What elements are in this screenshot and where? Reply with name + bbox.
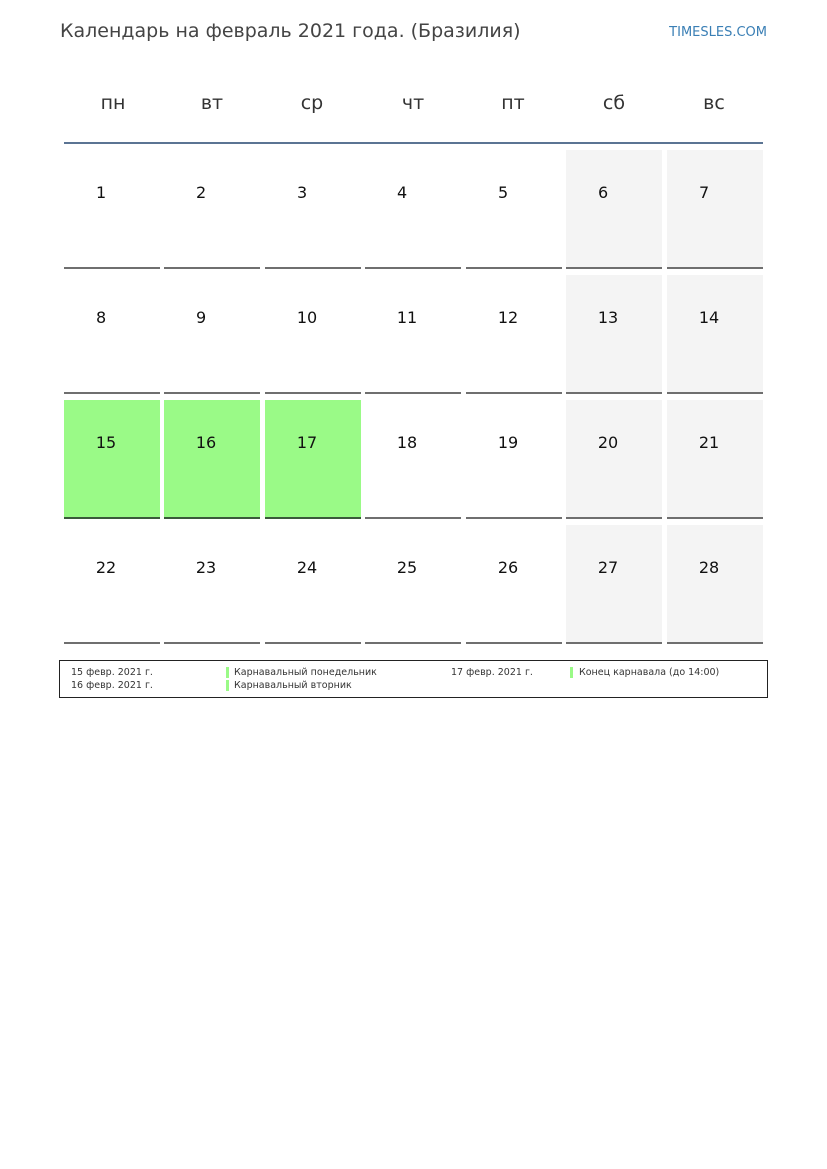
day-number: 22 <box>95 558 117 577</box>
day-cell-wed[interactable] <box>265 275 361 394</box>
day-number: 5 <box>498 183 509 202</box>
day-cell-fri[interactable] <box>466 150 562 269</box>
legend-color-swatch <box>226 667 229 678</box>
day-number: 18 <box>396 433 418 452</box>
page-title: Календарь на февраль 2021 года. (Бразилия) <box>60 20 521 42</box>
day-cell-mon[interactable] <box>64 525 160 644</box>
day-number: 11 <box>396 308 418 327</box>
legend-date: 16 февр. 2021 г. <box>71 680 153 691</box>
day-cell-sun[interactable] <box>667 150 763 269</box>
day-cell-mon[interactable] <box>64 150 160 269</box>
day-cell-sun[interactable] <box>667 400 763 519</box>
day-cell-tue[interactable] <box>164 525 260 644</box>
day-number: 4 <box>397 183 408 202</box>
day-cell-tue[interactable] <box>164 150 260 269</box>
day-number: 1 <box>96 183 107 202</box>
day-number: 14 <box>698 308 720 327</box>
weekday-tue: вт <box>200 92 224 114</box>
day-number: 10 <box>296 308 318 327</box>
day-number: 15 <box>95 433 117 452</box>
weekday-thu: чт <box>401 92 425 114</box>
day-number: 25 <box>396 558 418 577</box>
day-cell-thu[interactable] <box>365 150 461 269</box>
day-cell-sat[interactable] <box>566 400 662 519</box>
day-cell-thu[interactable] <box>365 400 461 519</box>
holiday-legend <box>59 660 768 698</box>
day-cell-wed[interactable] <box>265 150 361 269</box>
day-cell-fri[interactable] <box>466 400 562 519</box>
day-number: 12 <box>497 308 519 327</box>
day-cell-fri[interactable] <box>466 525 562 644</box>
day-number: 7 <box>699 183 710 202</box>
day-number: 6 <box>598 183 609 202</box>
day-cell-wed[interactable] <box>265 525 361 644</box>
legend-date: 17 февр. 2021 г. <box>451 667 533 678</box>
legend-date: 15 февр. 2021 г. <box>71 667 153 678</box>
legend-holiday-name: Карнавальный вторник <box>234 680 352 691</box>
day-number: 26 <box>497 558 519 577</box>
day-cell-thu[interactable] <box>365 525 461 644</box>
day-number: 16 <box>195 433 217 452</box>
day-number: 19 <box>497 433 519 452</box>
day-cell-mon[interactable] <box>64 275 160 394</box>
day-cell-sun[interactable] <box>667 525 763 644</box>
day-number: 27 <box>597 558 619 577</box>
site-link[interactable]: TIMESLES.COM <box>669 25 767 40</box>
day-number: 13 <box>597 308 619 327</box>
day-cell-tue[interactable] <box>164 275 260 394</box>
day-number: 9 <box>196 308 207 327</box>
weekday-sat: сб <box>602 92 626 114</box>
day-number: 17 <box>296 433 318 452</box>
day-number: 3 <box>297 183 308 202</box>
day-number: 20 <box>597 433 619 452</box>
weekday-wed: ср <box>300 92 324 114</box>
day-number: 21 <box>698 433 720 452</box>
legend-color-swatch <box>226 680 229 691</box>
day-cell-sun[interactable] <box>667 275 763 394</box>
legend-holiday-name: Карнавальный понедельник <box>234 667 377 678</box>
legend-holiday-name: Конец карнавала (до 14:00) <box>579 667 720 678</box>
day-cell-wed[interactable] <box>265 400 361 519</box>
day-number: 24 <box>296 558 318 577</box>
day-cell-thu[interactable] <box>365 275 461 394</box>
weekday-sun: вс <box>703 92 725 114</box>
legend-color-swatch <box>570 667 573 678</box>
weekday-fri: пт <box>501 92 525 114</box>
weekday-mon: пн <box>100 92 126 114</box>
day-number: 8 <box>96 308 107 327</box>
day-cell-fri[interactable] <box>466 275 562 394</box>
day-cell-sat[interactable] <box>566 150 662 269</box>
day-number: 28 <box>698 558 720 577</box>
day-number: 23 <box>195 558 217 577</box>
day-cell-sat[interactable] <box>566 525 662 644</box>
day-cell-sat[interactable] <box>566 275 662 394</box>
day-cell-mon[interactable] <box>64 400 160 519</box>
day-number: 2 <box>196 183 207 202</box>
day-cell-tue[interactable] <box>164 400 260 519</box>
